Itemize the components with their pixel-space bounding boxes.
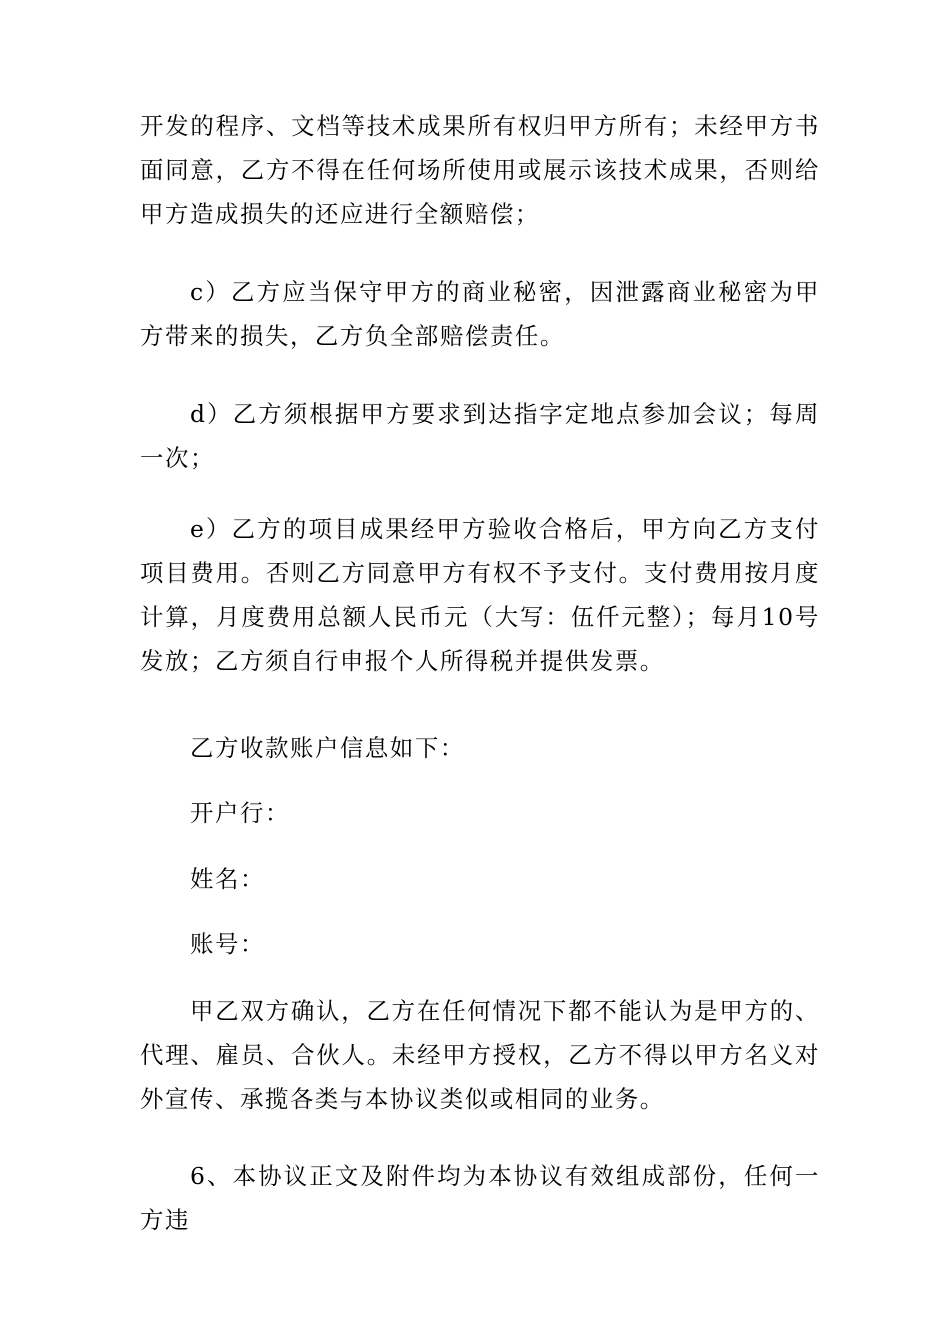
paragraph-name-label: 姓名： (190, 865, 265, 893)
paragraph-clause-6: 6、本协议正文及附件均为本协议有效组成部份，任何一方违 (140, 1162, 820, 1234)
paragraph-clause-d: d）乙方须根据甲方要求到达指字定地点参加会议；每周一次； (140, 400, 820, 472)
paragraph-relationship-clause: 甲乙双方确认，乙方在任何情况下都不能认为是甲方的、代理、雇员、合伙人。未经甲方授权，乙方不得以甲方名义对外宣传、承揽各类与本协议类似或相同的业务。 (140, 997, 820, 1113)
paragraph-account-number-label: 账号： (190, 930, 265, 958)
paragraph-ownership-clause: 开发的程序、文档等技术成果所有权归甲方所有；未经甲方书面同意，乙方不得在任何场所使用或展示该技术成果，否则给甲方造成损失的还应进行全额赔偿； (140, 112, 820, 228)
paragraph-account-info-heading: 乙方收款账户信息如下： (190, 734, 465, 762)
paragraph-clause-e: e）乙方的项目成果经甲方验收合格后，甲方向乙方支付项目费用。否则乙方同意甲方有权不予支付。支付费用按月度计算，月度费用总额人民币元（大写：伍仟元整）；每月10号发放；乙方须自行申报个人所得税并提供发票。 (140, 515, 820, 675)
paragraph-bank-label: 开户行： (190, 799, 290, 827)
paragraph-clause-c: c）乙方应当保守甲方的商业秘密，因泄露商业秘密为甲方带来的损失，乙方负全部赔偿责任。 (140, 278, 820, 350)
